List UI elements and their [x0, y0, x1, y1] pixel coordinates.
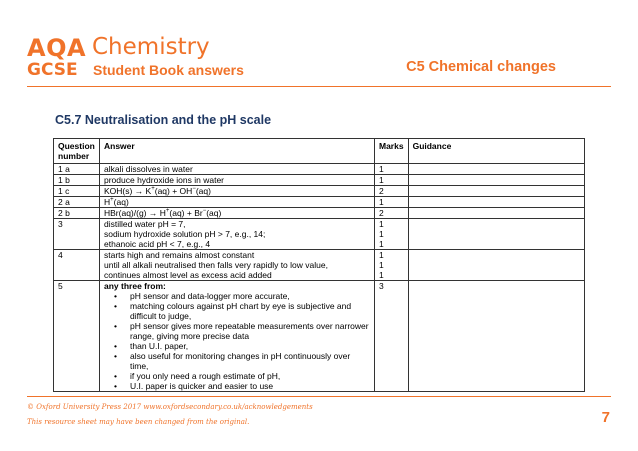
answer-cell: [100, 208, 375, 219]
question-cell: 2 b: [54, 208, 100, 219]
footer-copyright[interactable]: © Oxford University Press 2017 www.oxfordsecondary.co.uk/acknowledgements: [27, 403, 313, 411]
marks-cell: 2: [375, 186, 409, 197]
answer-part: (aq): [206, 208, 222, 218]
header-marks: Marks: [375, 139, 409, 164]
answer-line: until all alkali neutralised then falls very rapidly to low value,: [104, 260, 328, 270]
answer-bullet-list: [104, 291, 370, 391]
superscript: +: [165, 208, 170, 214]
table-row: [54, 186, 585, 197]
guidance-cell: [408, 164, 584, 175]
chapter-title: C5 Chemical changes: [406, 59, 556, 75]
table-row: [54, 208, 585, 219]
header-answer: Answer: [100, 139, 375, 164]
guidance-cell: [408, 175, 584, 186]
page-number: 7: [601, 409, 610, 426]
superscript: +: [151, 186, 155, 192]
list-item: • pH sensor and data-logger more accurate,: [130, 291, 370, 301]
marks-cell: [375, 250, 409, 281]
table-header-row: [54, 139, 585, 164]
mark-line: 1: [379, 229, 384, 239]
answer-part: KOH(s) → K: [104, 186, 152, 196]
header-rule: [27, 86, 611, 87]
marks-cell: [375, 219, 409, 250]
question-cell: 4: [54, 250, 100, 281]
answer-part: (aq) + OH: [154, 186, 193, 196]
superscript: −: [192, 186, 196, 192]
table-row: [54, 175, 585, 186]
footer-note: This resource sheet may have been changed from the original.: [27, 418, 250, 426]
section-title: C5.7 Neutralisation and the pH scale: [55, 113, 272, 127]
answer-cell: [100, 219, 375, 250]
answer-cell: produce hydroxide ions in water: [100, 175, 375, 186]
list-item: • also useful for monitoring changes in pH continuously over time,: [130, 351, 370, 371]
answer-cell: [100, 281, 375, 392]
list-item: • than U.I. paper,: [130, 341, 370, 351]
answer-part: (aq): [113, 197, 129, 207]
marks-cell: 1: [375, 175, 409, 186]
answer-cell: [100, 250, 375, 281]
guidance-cell: [408, 197, 584, 208]
answers-table: [53, 138, 585, 392]
marks-cell: 3: [375, 281, 409, 392]
table-row: [54, 281, 585, 392]
brand-subject: Chemistry: [92, 34, 210, 60]
table-row: [54, 164, 585, 175]
superscript: +: [110, 197, 114, 203]
question-cell: 1 c: [54, 186, 100, 197]
question-cell: 2 a: [54, 197, 100, 208]
header-guidance: Guidance: [408, 139, 584, 164]
header-question: Question number: [54, 139, 100, 164]
question-cell: 3: [54, 219, 100, 250]
guidance-cell: [408, 186, 584, 197]
guidance-cell: [408, 281, 584, 392]
answer-line: starts high and remains almost constant: [104, 250, 255, 260]
question-cell: 1 a: [54, 164, 100, 175]
list-item: • pH sensor gives more repeatable measurements over narrower range, giving more precise data: [130, 321, 370, 341]
table-row: [54, 197, 585, 208]
mark-line: 1: [379, 260, 384, 270]
answer-line: distilled water pH = 7,: [104, 219, 186, 229]
answer-lead: any three from:: [104, 281, 166, 291]
guidance-cell: [408, 208, 584, 219]
mark-line: 1: [379, 239, 384, 249]
brand-aqa: AQA: [27, 34, 87, 62]
guidance-cell: [408, 219, 584, 250]
answer-line: ethanoic acid pH < 7, e.g., 4: [104, 239, 211, 249]
answer-cell: [100, 197, 375, 208]
marks-cell: 1: [375, 164, 409, 175]
answer-part: (aq) + Br: [169, 208, 203, 218]
answer-cell: alkali dissolves in water: [100, 164, 375, 175]
question-cell: 1 b: [54, 175, 100, 186]
mark-line: 1: [379, 250, 384, 260]
list-item: • U.I. paper is quicker and easier to use: [130, 381, 370, 391]
superscript: −: [202, 208, 207, 214]
table-row: [54, 219, 585, 250]
marks-cell: 1: [375, 197, 409, 208]
mark-line: 1: [379, 270, 384, 280]
footer-rule: [27, 396, 611, 397]
mark-line: 1: [379, 219, 384, 229]
answer-part: H: [104, 197, 111, 207]
list-item: • matching colours against pH chart by eye is subjective and difficult to judge,: [130, 301, 370, 321]
answer-part: HBr(aq)/(g) → H: [104, 208, 166, 218]
answer-line: continues almost level as excess acid added: [104, 270, 272, 280]
list-item: • if you only need a rough estimate of pH,: [130, 371, 370, 381]
answer-line: sodium hydroxide solution pH > 7, e.g., 14;: [104, 229, 266, 239]
brand-subtitle: Student Book answers: [93, 62, 244, 78]
table-row: [54, 250, 585, 281]
question-cell: 5: [54, 281, 100, 392]
answer-cell: [100, 186, 375, 197]
guidance-cell: [408, 250, 584, 281]
brand-gcse: GCSE: [27, 60, 78, 80]
marks-cell: 2: [375, 208, 409, 219]
answer-part: (aq): [195, 186, 211, 196]
